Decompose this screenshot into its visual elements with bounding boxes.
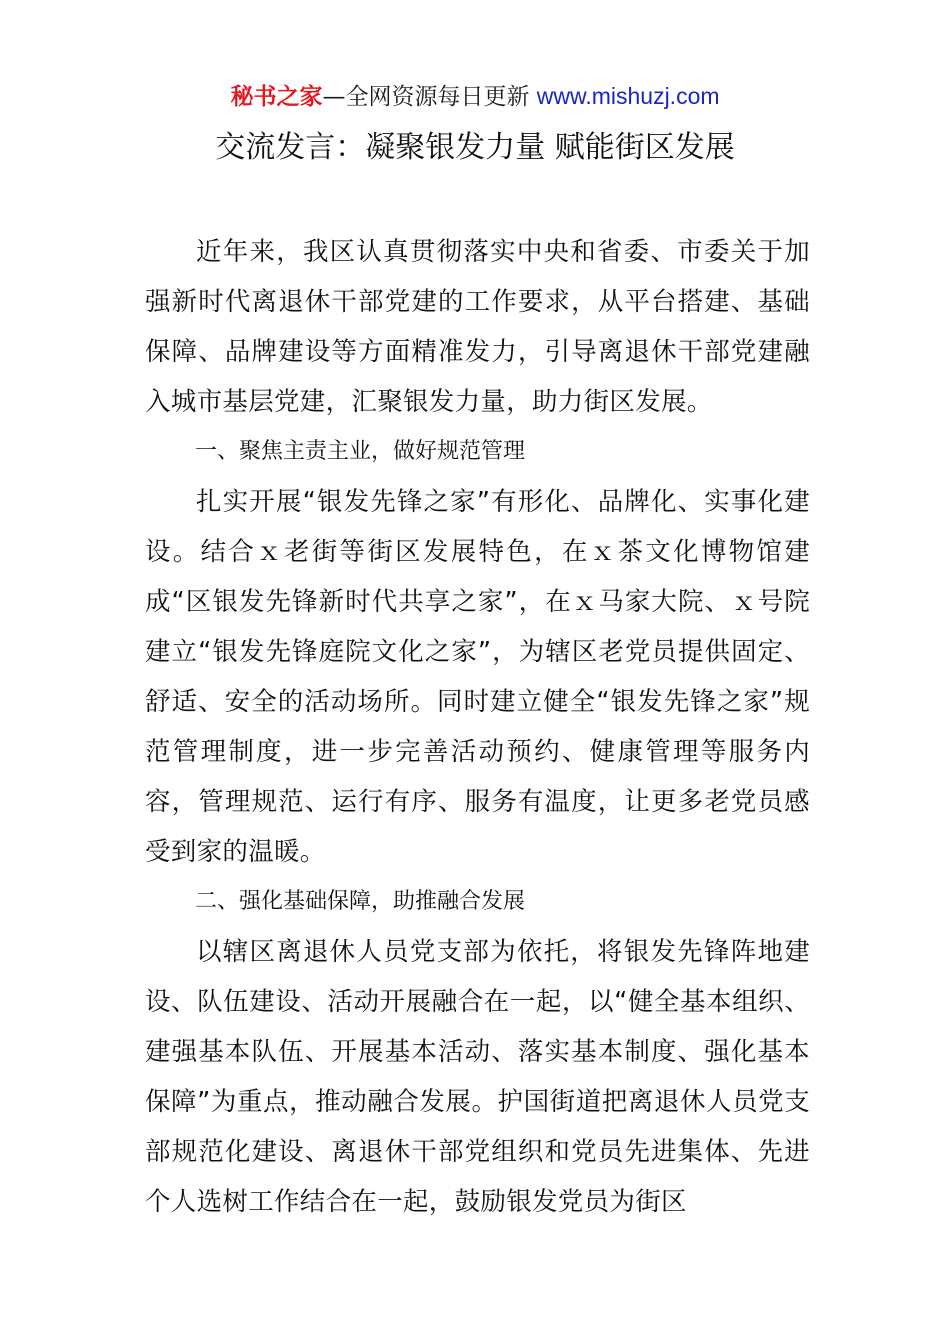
document-title: 交流发言：凝聚银发力量 赋能街区发展 <box>215 130 735 165</box>
paragraph-section-1: 扎实开展“银发先锋之家”有形化、品牌化、实事化建设。结合ｘ老街等街区发展特色，在ｘ茶文化博物馆建成“区银发先锋新时代共享之家”，在ｘ马家大院、ｘ号院建立“银发先锋庭院文化之家”，为辖区老党员提供固定、舒适、安全的活动场所。同时建立健全“银发先锋之家”规范管理制度，进一步完善活动预约、健康管理等服务内容，管理规范、运行有序、服务有温度，让更多老党员感受到家的温暖。 <box>145 487 810 867</box>
section-heading-2: 二、强化基础保障，助推融合发展 <box>195 889 526 914</box>
document-body <box>145 227 810 1227</box>
site-header <box>0 80 950 113</box>
site-tagline: —全网资源每日更新 <box>322 84 537 110</box>
site-brand: 秘书之家 <box>230 84 323 110</box>
site-url-link[interactable]: www.mishuzj.com <box>536 83 720 109</box>
paragraph-section-2: 以辖区离退休人员党支部为依托，将银发先锋阵地建设、队伍建设、活动开展融合在一起，以“健全基本组织、建强基本队伍、开展基本活动、落实基本制度、强化基本保障”为重点，推动融合发展。护国街道把离退休人员党支部规范化建设、离退休干部党组织和党员先进集体、先进个人选树工作结合在一起，鼓励银发党员为街区 <box>145 937 810 1217</box>
paragraph-intro: 近年来，我区认真贯彻落实中央和省委、市委关于加强新时代离退休干部党建的工作要求，从平台搭建、基础保障、品牌建设等方面精准发力，引导离退休干部党建融入城市基层党建，汇聚银发力量，助力街区发展。 <box>145 237 810 417</box>
section-heading-1: 一、聚焦主责主业，做好规范管理 <box>195 439 526 464</box>
